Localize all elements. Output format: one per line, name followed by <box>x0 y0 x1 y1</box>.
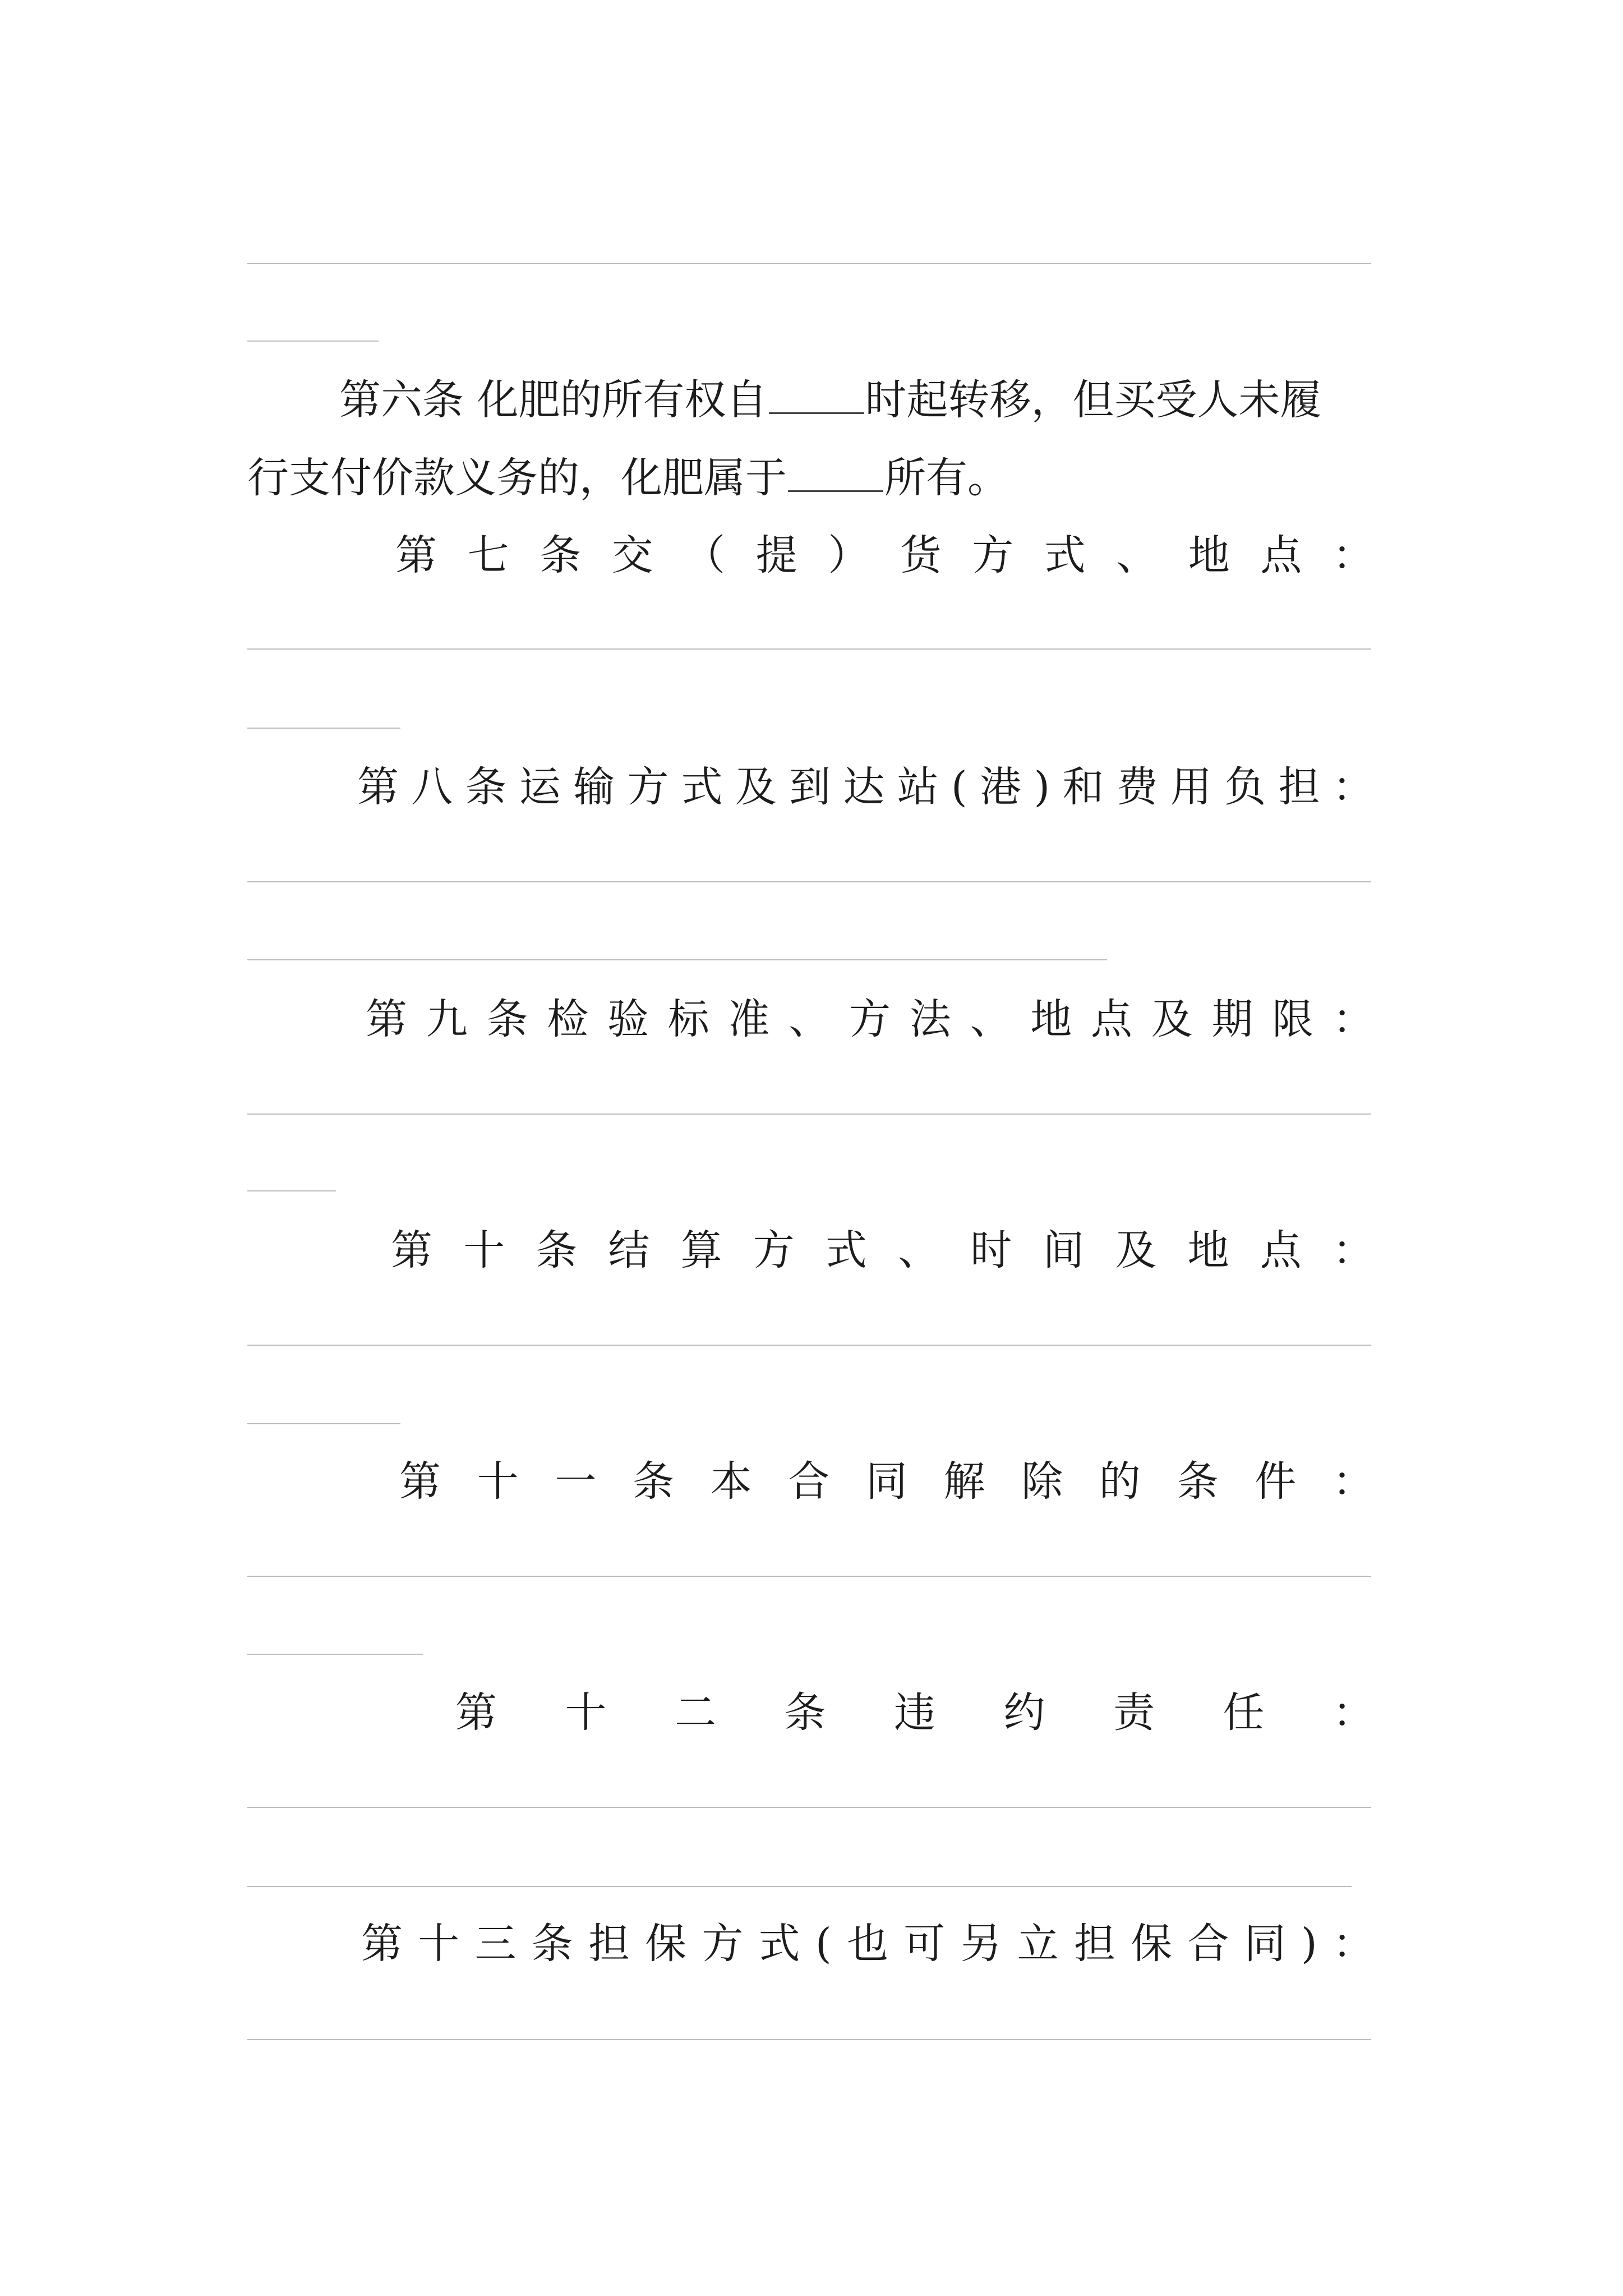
heading-glyph: 第 <box>366 995 407 1043</box>
article-6-text: 所有。 <box>884 454 1009 502</box>
heading-glyph: 方 <box>849 995 891 1043</box>
heading-glyph: ) <box>1034 763 1050 811</box>
fill-line <box>247 1654 423 1655</box>
heading-glyph: 第 <box>391 1226 432 1274</box>
fill-line <box>247 1423 400 1424</box>
heading-glyph: 可 <box>903 1920 946 1968</box>
heading-glyph: 方 <box>702 1920 744 1968</box>
heading-glyph: ： <box>1332 531 1374 579</box>
article-13-heading <box>361 1920 1374 1968</box>
heading-glyph: 算 <box>680 1226 722 1274</box>
heading-glyph: 担 <box>588 1920 630 1968</box>
heading-glyph: 交 <box>611 531 653 579</box>
heading-glyph: 一 <box>555 1457 597 1506</box>
heading-glyph: 十 <box>477 1457 519 1506</box>
fill-line <box>247 1807 1371 1808</box>
heading-glyph: 地 <box>1030 995 1072 1043</box>
heading-glyph: 同 <box>1244 1920 1286 1968</box>
article-6-line-2 <box>247 454 1009 502</box>
heading-glyph: 第 <box>361 1920 403 1968</box>
heading-glyph: 第 <box>357 763 399 811</box>
heading-glyph: 点 <box>1260 1226 1302 1274</box>
article-11-heading <box>399 1457 1374 1506</box>
heading-glyph: 法 <box>909 995 951 1043</box>
heading-glyph: 的 <box>1099 1457 1141 1506</box>
heading-glyph: （ <box>684 531 726 579</box>
heading-glyph: 二 <box>675 1688 716 1737</box>
heading-glyph: 八 <box>411 763 453 811</box>
heading-glyph: 站 <box>897 763 939 811</box>
heading-glyph: 运 <box>519 763 561 811</box>
heading-glyph: 除 <box>1021 1457 1063 1506</box>
heading-glyph: ： <box>1332 995 1374 1043</box>
heading-glyph: 期 <box>1211 995 1253 1043</box>
heading-glyph: ( <box>815 1920 832 1968</box>
heading-glyph: 达 <box>843 763 885 811</box>
heading-glyph: 三 <box>474 1920 517 1968</box>
heading-glyph: 条 <box>540 531 582 579</box>
article-8-heading <box>357 763 1374 811</box>
heading-glyph: 点 <box>1260 531 1302 579</box>
heading-glyph: 验 <box>607 995 649 1043</box>
heading-glyph: 、 <box>1116 531 1158 579</box>
heading-glyph: 第 <box>399 1457 441 1506</box>
heading-glyph: 标 <box>667 995 709 1043</box>
heading-glyph: 式 <box>681 763 723 811</box>
heading-glyph: 、 <box>970 995 1012 1043</box>
heading-glyph: 条 <box>632 1457 674 1506</box>
heading-glyph: ） <box>828 531 870 579</box>
heading-glyph: 十 <box>418 1920 460 1968</box>
heading-glyph: 限 <box>1272 995 1314 1043</box>
heading-glyph: ) <box>1301 1920 1317 1968</box>
heading-glyph: 地 <box>1187 1226 1229 1274</box>
blank-underline <box>788 490 883 492</box>
heading-glyph: 违 <box>894 1688 935 1737</box>
heading-glyph: 合 <box>1187 1920 1229 1968</box>
heading-glyph: 条 <box>531 1920 573 1968</box>
heading-glyph: 时 <box>970 1226 1012 1274</box>
heading-glyph: 及 <box>735 763 777 811</box>
heading-glyph: 解 <box>943 1457 985 1506</box>
heading-glyph: 条 <box>536 1226 578 1274</box>
heading-glyph: 合 <box>788 1457 830 1506</box>
article-6-text: 第六条 化肥的所有权自 <box>339 376 768 424</box>
blank-underline <box>769 412 864 414</box>
heading-glyph: ： <box>1332 1688 1374 1737</box>
heading-glyph: 同 <box>865 1457 907 1506</box>
heading-glyph: 式 <box>758 1920 800 1968</box>
heading-glyph: ： <box>1332 1457 1374 1506</box>
heading-glyph: 点 <box>1091 995 1132 1043</box>
heading-glyph: 用 <box>1170 763 1212 811</box>
heading-glyph: 保 <box>645 1920 687 1968</box>
heading-glyph: 地 <box>1188 531 1230 579</box>
heading-glyph: 也 <box>846 1920 888 1968</box>
heading-glyph: 方 <box>627 763 669 811</box>
heading-glyph: 方 <box>753 1226 795 1274</box>
heading-glyph: 保 <box>1131 1920 1173 1968</box>
heading-glyph: 提 <box>755 531 797 579</box>
heading-glyph: 和 <box>1062 763 1104 811</box>
heading-glyph: 件 <box>1255 1457 1297 1506</box>
fill-line <box>247 648 1371 650</box>
heading-glyph: 准 <box>728 995 770 1043</box>
fill-line <box>247 2039 1371 2040</box>
heading-glyph: 条 <box>784 1688 826 1737</box>
heading-glyph: 立 <box>1017 1920 1059 1968</box>
article-7-heading <box>395 531 1374 579</box>
article-6-line-1 <box>339 376 1322 424</box>
fill-line <box>247 1886 1352 1887</box>
fill-line <box>247 959 1107 960</box>
fill-line <box>247 263 1371 264</box>
article-6-text: 行支付价款义务的，化肥属于 <box>247 454 787 502</box>
heading-glyph: 条 <box>486 995 528 1043</box>
heading-glyph: 费 <box>1116 763 1158 811</box>
fill-line <box>247 1576 1371 1577</box>
heading-glyph: 另 <box>960 1920 1002 1968</box>
heading-glyph: 间 <box>1043 1226 1085 1274</box>
heading-glyph: 第 <box>455 1688 497 1737</box>
fill-line <box>247 881 1371 882</box>
heading-glyph: 责 <box>1113 1688 1155 1737</box>
fill-line <box>247 1190 336 1191</box>
fill-line <box>247 1345 1371 1346</box>
article-6-text: 时起转移，但买受人未履 <box>865 376 1322 424</box>
fill-line <box>247 728 400 729</box>
heading-glyph: 十 <box>463 1226 505 1274</box>
article-10-heading <box>391 1226 1374 1274</box>
heading-glyph: ： <box>1332 763 1374 811</box>
heading-glyph: 约 <box>1003 1688 1045 1737</box>
heading-glyph: 方 <box>972 531 1014 579</box>
heading-glyph: 担 <box>1073 1920 1115 1968</box>
heading-glyph: 十 <box>565 1688 607 1737</box>
heading-glyph: ( <box>951 763 967 811</box>
fill-line <box>247 1114 1371 1115</box>
heading-glyph: ： <box>1332 1920 1374 1968</box>
heading-glyph: 到 <box>789 763 831 811</box>
heading-glyph: 条 <box>1177 1457 1219 1506</box>
fill-line <box>247 341 379 342</box>
heading-glyph: 式 <box>1044 531 1086 579</box>
heading-glyph: 负 <box>1224 763 1266 811</box>
heading-glyph: 检 <box>547 995 589 1043</box>
heading-glyph: 结 <box>608 1226 650 1274</box>
heading-glyph: ： <box>1332 1226 1374 1274</box>
heading-glyph: 及 <box>1115 1226 1157 1274</box>
heading-glyph: 、 <box>789 995 831 1043</box>
heading-glyph: 货 <box>900 531 942 579</box>
heading-glyph: 港 <box>980 763 1022 811</box>
heading-glyph: 式 <box>825 1226 867 1274</box>
heading-glyph: 任 <box>1223 1688 1265 1737</box>
heading-glyph: 条 <box>465 763 507 811</box>
heading-glyph: 第 <box>395 531 437 579</box>
heading-glyph: 及 <box>1151 995 1193 1043</box>
heading-glyph: 本 <box>710 1457 752 1506</box>
article-12-heading <box>455 1688 1374 1737</box>
article-9-heading <box>366 995 1374 1043</box>
heading-glyph: 九 <box>426 995 468 1043</box>
heading-glyph: 七 <box>467 531 509 579</box>
heading-glyph: 输 <box>573 763 615 811</box>
heading-glyph: 担 <box>1278 763 1320 811</box>
heading-glyph: 、 <box>897 1226 939 1274</box>
